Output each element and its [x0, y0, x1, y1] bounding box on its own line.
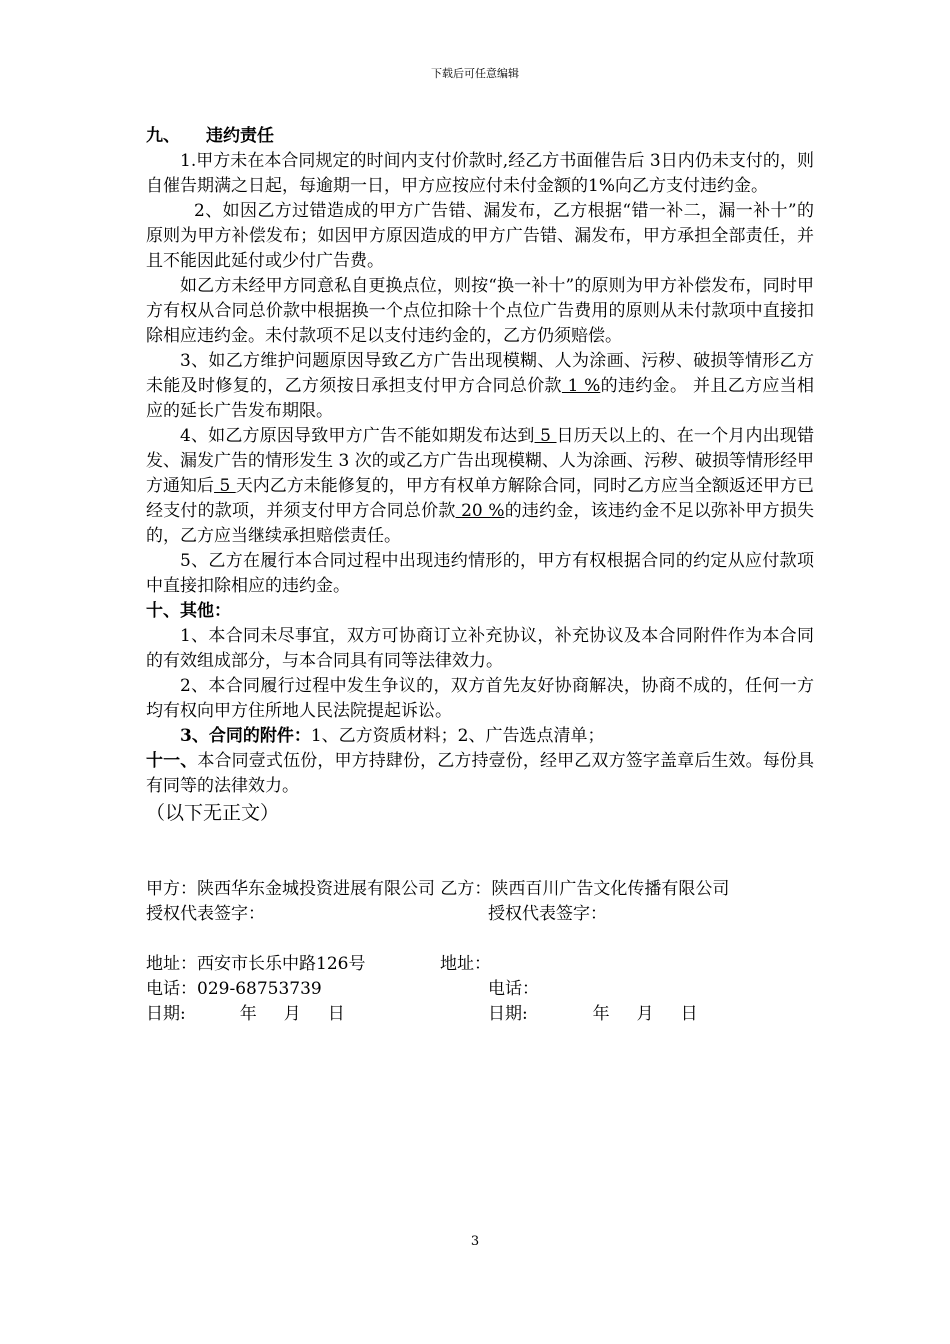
clause-10-3: 3、合同的附件：1、乙方资质材料；2、广告选点清单； [180, 726, 605, 746]
date-row [146, 1002, 814, 1027]
party-a-address: 地址：西安市长乐中路126号 [146, 954, 366, 974]
clause-9-5: 5、乙方在履行本合同过程中出现违约情形的，甲方有权根据合同的约定从应付款项中直接扣除相应的违约金。 [146, 551, 814, 596]
days-delay: 5 [534, 426, 557, 446]
clause-9-3: 3、如乙方维护问题原因导致乙方广告出现模糊、人为涂画、污秽、破损等情形乙方未能及时修复的，乙方须按日承担支付甲方合同总价款 1 %的违约金。 并且乙方应当相应的延长广告发布期限。 [146, 351, 815, 421]
party-names: 甲方：陕西华东金城投资进展有限公司 乙方：陕西百川广告文化传播有限公司 [146, 879, 730, 899]
phone-row [146, 977, 814, 1002]
section-11-heading: 十一、 [146, 751, 198, 771]
party-a-auth-signature: 授权代表签字： [146, 904, 265, 924]
section-9-title: 违约责任 [206, 126, 274, 146]
auth-signature-row [146, 902, 814, 927]
clause-9-2: 2、如因乙方过错造成的甲方广告错、漏发布，乙方根据“错一补二，漏一补十”的原则为甲方补偿发布；如因甲方原因造成的甲方广告错、漏发布，甲方承担全部责任，并且不能因此延付或少付广告费。 [146, 201, 814, 271]
document-body [146, 124, 814, 1027]
section-11: 十一、本合同壹式伍份，甲方持肆份，乙方持壹份，经甲乙双方签字盖章后生效。每份具有同等的法律效力。 [146, 751, 815, 796]
party-b-date: 日期: 年 月 日 [488, 1004, 698, 1024]
penalty-rate-daily: 1 % [561, 376, 601, 396]
party-b-auth-signature: 授权代表签字： [488, 904, 607, 924]
days-repair: 5 [214, 476, 236, 496]
address-row [146, 952, 814, 977]
clause-9-2-swap: 如乙方未经甲方同意私自更换点位，则按“换一补十”的原则为甲方补偿发布，同时甲方有权从合同总价款中根据换一个点位扣除十个点位广告费用的原则从未付款项中直接扣除相应违约金。未付款项不足以支付违约金的，乙方仍须赔偿。 [146, 276, 814, 346]
clause-9-1: 1.甲方未在本合同规定的时间内支付价款时,经乙方书面催告后 3日内仍未支付的，则自催告期满之日起，每逾期一日，甲方应按应付未付金额的1%向乙方支付违约金。 [146, 151, 814, 196]
party-b-address: 地址： [440, 954, 491, 974]
clause-10-2: 2、本合同履行过程中发生争议的，双方首先友好协商解决，协商不成的，任何一方均有权向甲方住所地人民法院提起诉讼。 [146, 676, 814, 721]
clause-9-4: 4、如乙方原因导致甲方广告不能如期发布达到 5 日历天以上的、在一个月内出现错发、漏发广告的情形发生 3 次的或乙方广告出现模糊、人为涂画、污秽、破损等情形经甲方通知后 5 天内乙方未能修复的，甲方有权单方解除合同，同时乙方应当全额返还甲方已经支付的款项，并须支付甲方合同总价款 20 %的违约金，该违约金不足以弥补甲方损失的，乙方应当继续承担赔偿责任。 [146, 426, 815, 546]
party-a-date: 日期: 年 月 日 [146, 1004, 345, 1024]
clause-10-1: 1、本合同未尽事宜，双方可协商订立补充协议，补充协议及本合同附件作为本合同的有效组成部分，与本合同具有同等法律效力。 [146, 626, 814, 671]
party-a-phone: 电话：029-68753739 [146, 979, 322, 999]
section-10-heading: 十、其他： [146, 601, 231, 621]
page-header: 下载后可任意编辑 [431, 67, 519, 80]
party-b-phone: 电话： [488, 979, 539, 999]
section-9-heading [146, 124, 814, 149]
page-number: 3 [470, 1234, 480, 1249]
penalty-rate-total: 20 % [455, 501, 505, 521]
no-further-text-note: （以下无正文） [146, 802, 280, 824]
section-9-number: 九、 [146, 126, 180, 146]
